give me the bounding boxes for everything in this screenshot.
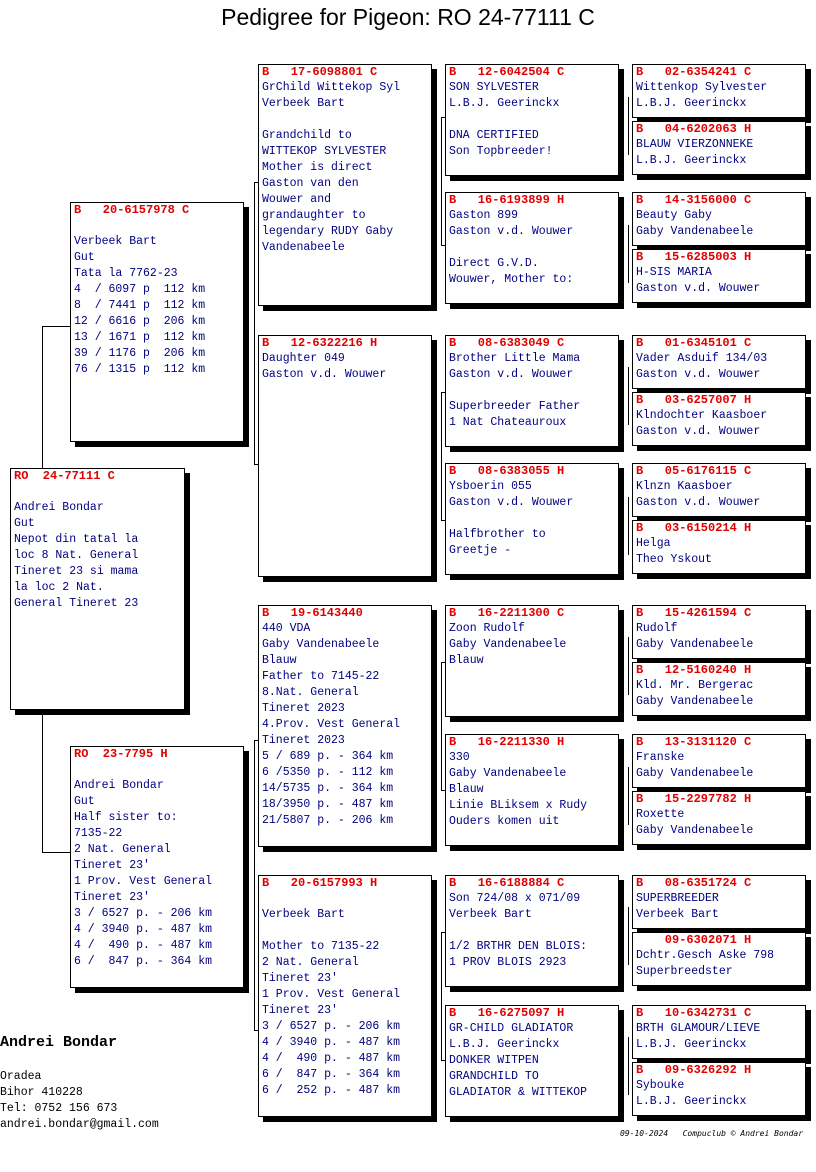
ring-number: B 05-6176115 C <box>636 464 752 478</box>
ring-number: B 08-6351724 C <box>636 876 752 890</box>
pigeon-card-gen4[interactable] <box>632 875 806 929</box>
pigeon-info-line: Superbreeder Father <box>449 400 581 413</box>
pigeon-info-line: 8.Nat. General <box>262 686 359 699</box>
pigeon-card-gen4[interactable] <box>632 520 806 574</box>
ring-number: B 15-4261594 C <box>636 606 752 620</box>
pigeon-info-line: Franske <box>636 751 685 764</box>
pigeon-info-line: Wouwer, Mother to: <box>449 273 574 286</box>
pigeon-info-line: GRANDCHILD TO <box>449 1070 539 1083</box>
owner-city: Oradea <box>0 1070 42 1083</box>
pigeon-card-gen3[interactable] <box>445 1005 619 1117</box>
pigeon-info-line: Gaby Vandenabeele <box>636 824 754 837</box>
pigeon-info-line: Gut <box>74 251 95 264</box>
pigeon-card-gen4[interactable] <box>632 1005 806 1059</box>
pigeon-info-line: Daughter 049 <box>262 352 345 365</box>
pigeon-info-line: Gut <box>14 517 35 530</box>
pigeon-info-line: 440 VDA <box>262 622 311 635</box>
pigeon-info-line: Tineret 2023 <box>262 734 345 747</box>
connector-line <box>628 497 629 555</box>
pigeon-info-line: Brother Little Mama <box>449 352 581 365</box>
pigeon-card-dam[interactable] <box>70 746 244 988</box>
pigeon-info-line: Klndochter Kaasboer <box>636 409 768 422</box>
ring-number: B 10-6342731 C <box>636 1006 752 1020</box>
ring-number: B 03-6257007 H <box>636 393 752 407</box>
pigeon-info-line: Blauw <box>449 654 484 667</box>
ring-number: B 15-2297782 H <box>636 792 752 806</box>
pigeon-card-gen4[interactable] <box>632 662 806 716</box>
pigeon-info-line: Tineret 23' <box>74 891 150 904</box>
pigeon-info-line: Helga <box>636 537 671 550</box>
pigeon-info-line: Andrei Bondar <box>74 779 164 792</box>
pigeon-info-line: 4 / 3940 p. - 487 km <box>262 1036 401 1049</box>
pigeon-info-line <box>74 218 240 234</box>
pigeon-info-line: 3 / 6527 p. - 206 km <box>262 1020 401 1033</box>
pigeon-card-gen3[interactable] <box>445 64 619 176</box>
pigeon-info-line: Gut <box>74 795 95 808</box>
pigeon-card-gen4[interactable] <box>632 335 806 389</box>
pigeon-info-line: Gaston v.d. Wouwer <box>636 425 761 438</box>
pigeon-card-gen3[interactable] <box>445 875 619 987</box>
pigeon-info-line: Gaston v.d. Wouwer <box>449 225 574 238</box>
ring-number: B 04-6202063 H <box>636 122 752 136</box>
pigeon-info-line <box>14 484 181 500</box>
pigeon-info-line: L.B.J. Geerinckx <box>636 154 747 167</box>
pigeon-card-gen4[interactable] <box>632 249 806 303</box>
connector-line <box>441 662 442 790</box>
ring-number: 09-6302071 H <box>636 933 752 947</box>
pigeon-card-gen4[interactable] <box>632 463 806 517</box>
ring-number: B 02-6354241 C <box>636 65 752 79</box>
pigeon-info-line <box>449 511 615 527</box>
pigeon-card-gen4[interactable] <box>632 121 806 175</box>
connector-line <box>628 225 629 283</box>
pigeon-info-line: Father to 7145-22 <box>262 670 380 683</box>
pigeon-info-line: Tineret 23' <box>262 1004 338 1017</box>
pigeon-info-line: SUPERBREEDER <box>636 892 719 905</box>
pigeon-card-gen3[interactable] <box>445 734 619 846</box>
pigeon-info-line: 1/2 BRTHR DEN BLOIS: <box>449 940 588 953</box>
pigeon-info-line: H-SIS MARIA <box>636 266 712 279</box>
pigeon-info-line: Wittenkop Sylvester <box>636 81 768 94</box>
pigeon-info-line: GLADIATOR & WITTEKOP <box>449 1086 588 1099</box>
pigeon-info-line: 330 <box>449 751 470 764</box>
pigeon-card-gen3[interactable] <box>445 605 619 717</box>
pigeon-info-line: Gaston v.d. Wouwer <box>636 496 761 509</box>
pigeon-info-line: Vandenabeele <box>262 241 345 254</box>
ring-number: B 09-6326292 H <box>636 1063 752 1077</box>
pigeon-info-line: Greetje - <box>449 544 512 557</box>
pigeon-info-line: Tineret 23' <box>262 972 338 985</box>
ring-number: B 20-6157978 C <box>74 203 190 217</box>
pigeon-info-line: 14/5735 p. - 364 km <box>262 782 394 795</box>
pigeon-info-line: Son Topbreeder! <box>449 145 553 158</box>
pigeon-info-line: WITTEKOP SYLVESTER <box>262 145 387 158</box>
ring-number: B 17-6098801 C <box>262 65 378 79</box>
connector-line <box>42 326 43 468</box>
pigeon-info-line <box>262 891 428 907</box>
connector-line <box>628 767 629 825</box>
pigeon-info-line: 1 Prov. Vest General <box>262 988 401 1001</box>
ring-number: B 03-6150214 H <box>636 521 752 535</box>
connector-line <box>441 117 442 245</box>
pigeon-info-line: Superbreedster <box>636 965 733 978</box>
pigeon-info-line: Gaby Vandenabeele <box>636 638 754 651</box>
pigeon-info-line: Ysboerin 055 <box>449 480 532 493</box>
pigeon-info-line: Tineret 23' <box>74 859 150 872</box>
pigeon-info-line: Grandchild to <box>262 129 352 142</box>
pigeon-info-line: General Tineret 23 <box>14 597 139 610</box>
pigeon-card-gen3[interactable] <box>445 463 619 575</box>
pigeon-info-line: Gaby Vandenabeele <box>449 638 567 651</box>
pigeon-info-line <box>74 762 240 778</box>
pigeon-info-line: 4 / 490 p. - 487 km <box>262 1052 401 1065</box>
owner-name: Andrei Bondar <box>0 1034 118 1051</box>
connector-line <box>628 97 629 155</box>
pigeon-info-line: Mother to 7135-22 <box>262 940 380 953</box>
ring-number: B 20-6157993 H <box>262 876 378 890</box>
pigeon-info-line: 8 / 7441 p 112 km <box>74 299 206 312</box>
pigeon-info-line: 4 / 6097 p 112 km <box>74 283 206 296</box>
owner-phone: Tel: 0752 156 673 <box>0 1102 118 1115</box>
ring-number: B 16-6188884 C <box>449 876 565 890</box>
pigeon-info-line: 39 / 1176 p 206 km <box>74 347 206 360</box>
pigeon-info-line: Linie BLiksem x Rudy <box>449 799 588 812</box>
pigeon-info-line: Gaston v.d. Wouwer <box>449 368 574 381</box>
pigeon-info-line: Tineret 23 si mama <box>14 565 139 578</box>
owner-region: Bihor 410228 <box>0 1086 83 1099</box>
pigeon-info-line: Roxette <box>636 808 685 821</box>
footer-credit: 09-10-2024 Compuclub © Andrei Bondar <box>620 1129 804 1138</box>
pigeon-info-line: Vader Asduif 134/03 <box>636 352 768 365</box>
ring-number: B 08-6383055 H <box>449 464 565 478</box>
pigeon-card-gen3[interactable] <box>445 335 619 447</box>
connector-line <box>42 326 71 327</box>
pigeon-info-line: Gaston van den <box>262 177 359 190</box>
pigeon-info-line: Gaby Vandenabeele <box>636 767 754 780</box>
ring-number: B 13-3131120 C <box>636 735 752 749</box>
pigeon-info-line: 1 Prov. Vest General <box>74 875 213 888</box>
pigeon-card-gen4[interactable] <box>632 192 806 246</box>
ring-number: RO 24-77111 C <box>14 469 115 483</box>
pigeon-info-line: 6 / 252 p. - 487 km <box>262 1084 401 1097</box>
pigeon-info-line: Verbeek Bart <box>449 908 532 921</box>
pigeon-info-line: Gaby Vandenabeele <box>262 638 380 651</box>
connector-line <box>628 907 629 965</box>
pigeon-card-dam-dam[interactable] <box>258 875 432 1117</box>
pigeon-info-line: DNA CERTIFIED <box>449 129 539 142</box>
pigeon-card-sire-dam[interactable] <box>258 335 432 577</box>
pigeon-info-line: Blauw <box>449 783 484 796</box>
ring-number: B 08-6383049 C <box>449 336 565 350</box>
pigeon-info-line: Verbeek Bart <box>74 235 157 248</box>
pigeon-card-gen4[interactable] <box>632 734 806 788</box>
pigeon-info-line: Andrei Bondar <box>14 501 104 514</box>
pigeon-info-line: la loc 2 Nat. <box>14 581 104 594</box>
pigeon-info-line: Verbeek Bart <box>636 908 719 921</box>
pigeon-info-line: Theo Yskout <box>636 553 712 566</box>
pigeon-info-line: 18/3950 p. - 487 km <box>262 798 394 811</box>
pigeon-info-line: Tata la 7762-23 <box>74 267 178 280</box>
pigeon-info-line: Verbeek Bart <box>262 908 345 921</box>
pigeon-info-line: 76 / 1315 p 112 km <box>74 363 206 376</box>
pigeon-info-line: 13 / 1671 p 112 km <box>74 331 206 344</box>
pigeon-info-line: BLAUW VIERZONNEKE <box>636 138 754 151</box>
pigeon-info-line: L.B.J. Geerinckx <box>636 1095 747 1108</box>
pigeon-info-line <box>262 923 428 939</box>
pigeon-info-line: L.B.J. Geerinckx <box>449 1038 560 1051</box>
pigeon-info-line: SON SYLVESTER <box>449 81 539 94</box>
pigeon-info-line: BRTH GLAMOUR/LIEVE <box>636 1022 761 1035</box>
pigeon-info-line: Nepot din tatal la <box>14 533 139 546</box>
pigeon-card-subject[interactable] <box>10 468 185 710</box>
pigeon-card-gen4[interactable] <box>632 1062 806 1116</box>
pigeon-card-sire[interactable] <box>70 202 244 442</box>
pigeon-info-line: Gaston v.d. Wouwer <box>449 496 574 509</box>
pigeon-card-sire-sire[interactable] <box>258 64 432 306</box>
pigeon-card-gen4[interactable] <box>632 392 806 446</box>
pigeon-info-line: Son 724/08 x 071/09 <box>449 892 581 905</box>
pigeon-info-line: Verbeek Bart <box>262 97 345 110</box>
pigeon-info-line: loc 8 Nat. General <box>14 549 139 562</box>
ring-number: B 01-6345101 C <box>636 336 752 350</box>
connector-line <box>441 932 442 1060</box>
pigeon-info-line: Klnzn Kaasboer <box>636 480 733 493</box>
pigeon-info-line: Rudolf <box>636 622 678 635</box>
ring-number: RO 23-7795 H <box>74 747 168 761</box>
pigeon-info-line: Sybouke <box>636 1079 685 1092</box>
pigeon-info-line: Halfbrother to <box>449 528 546 541</box>
ring-number: B 15-6285003 H <box>636 250 752 264</box>
pigeon-info-line: GR-CHILD GLADIATOR <box>449 1022 574 1035</box>
pigeon-info-line: 4 / 3940 p. - 487 km <box>74 923 213 936</box>
connector-line <box>628 637 629 695</box>
pigeon-info-line: Dchtr.Gesch Aske 798 <box>636 949 775 962</box>
owner-block <box>0 1034 159 1133</box>
pigeon-info-line: Gaston 899 <box>449 209 519 222</box>
ring-number: B 16-2211300 C <box>449 606 565 620</box>
pigeon-info-line: Direct G.V.D. <box>449 257 539 270</box>
pigeon-info-line: Gaby Vandenabeele <box>636 225 754 238</box>
connector-line <box>254 740 255 1030</box>
pigeon-info-line: DONKER WITPEN <box>449 1054 539 1067</box>
pigeon-card-gen4[interactable] <box>632 932 806 986</box>
ring-number: B 16-6193899 H <box>449 193 565 207</box>
pigeon-info-line: 2 Nat. General <box>74 843 171 856</box>
pigeon-info-line: Zoon Rudolf <box>449 622 525 635</box>
pigeon-card-dam-sire[interactable] <box>258 605 432 847</box>
pigeon-info-line: Beauty Gaby <box>636 209 712 222</box>
pigeon-info-line: 12 / 6616 p 206 km <box>74 315 206 328</box>
pigeon-info-line: 5 / 689 p. - 364 km <box>262 750 394 763</box>
pigeon-info-line <box>449 923 615 939</box>
pigeon-info-line: L.B.J. Geerinckx <box>449 97 560 110</box>
pigeon-info-line <box>262 112 428 128</box>
pigeon-info-line: legendary RUDY Gaby <box>262 225 394 238</box>
pigeon-info-line: grandaughter to <box>262 209 366 222</box>
pigeon-info-line: Wouwer and <box>262 193 332 206</box>
ring-number: B 14-3156000 C <box>636 193 752 207</box>
pigeon-info-line: 21/5807 p. - 206 km <box>262 814 394 827</box>
pigeon-info-line: 4 / 490 p. - 487 km <box>74 939 213 952</box>
pigeon-card-gen4[interactable] <box>632 64 806 118</box>
pigeon-info-line: 3 / 6527 p. - 206 km <box>74 907 213 920</box>
pigeon-info-line: 1 Nat Chateauroux <box>449 416 567 429</box>
connector-line <box>254 182 255 464</box>
pigeon-info-line: Ouders komen uit <box>449 815 560 828</box>
pigeon-card-gen3[interactable] <box>445 192 619 304</box>
ring-number: B 12-6042504 C <box>449 65 565 79</box>
owner-email: andrei.bondar@gmail.com <box>0 1118 159 1131</box>
pigeon-info-line <box>449 112 615 128</box>
pigeon-info-line <box>449 240 615 256</box>
pigeon-info-line: 6 / 847 p. - 364 km <box>74 955 213 968</box>
ring-number: B 19-6143440 <box>262 606 363 620</box>
pigeon-info-line: Tineret 2023 <box>262 702 345 715</box>
pigeon-info-line: GrChild Wittekop Syl <box>262 81 401 94</box>
connector-line <box>628 367 629 425</box>
ring-number: B 16-6275097 H <box>449 1006 565 1020</box>
pigeon-card-gen4[interactable] <box>632 791 806 845</box>
pigeon-info-line: 4.Prov. Vest General <box>262 718 401 731</box>
pigeon-info-line: 6 /5350 p. - 112 km <box>262 766 394 779</box>
pigeon-info-line: L.B.J. Geerinckx <box>636 97 747 110</box>
ring-number: B 16-2211330 H <box>449 735 565 749</box>
pigeon-info-line: L.B.J. Geerinckx <box>636 1038 747 1051</box>
pigeon-info-line: Gaston v.d. Wouwer <box>636 368 761 381</box>
connector-line <box>42 852 71 853</box>
connector-line <box>628 1037 629 1095</box>
pigeon-info-line: 6 / 847 p. - 364 km <box>262 1068 401 1081</box>
connector-line <box>441 392 442 520</box>
pigeon-info-line <box>449 383 615 399</box>
pigeon-info-line: Gaston v.d. Wouwer <box>636 282 761 295</box>
pigeon-info-line: Gaston v.d. Wouwer <box>262 368 387 381</box>
pigeon-info-line: Mother is direct <box>262 161 373 174</box>
pigeon-card-gen4[interactable] <box>632 605 806 659</box>
page-title: Pedigree for Pigeon: RO 24-77111 C <box>221 4 595 30</box>
pigeon-info-line: 1 PROV BLOIS 2923 <box>449 956 567 969</box>
connector-line <box>42 710 43 852</box>
pigeon-info-line: Gaby Vandenabeele <box>636 695 754 708</box>
pigeon-info-line: 7135-22 <box>74 827 123 840</box>
ring-number: B 12-6322216 H <box>262 336 378 350</box>
ring-number: B 12-5160240 H <box>636 663 752 677</box>
pigeon-info-line: Half sister to: <box>74 811 178 824</box>
pigeon-info-line: 2 Nat. General <box>262 956 359 969</box>
pigeon-info-line: Gaby Vandenabeele <box>449 767 567 780</box>
pigeon-info-line: Kld. Mr. Bergerac <box>636 679 754 692</box>
pigeon-info-line: Blauw <box>262 654 297 667</box>
